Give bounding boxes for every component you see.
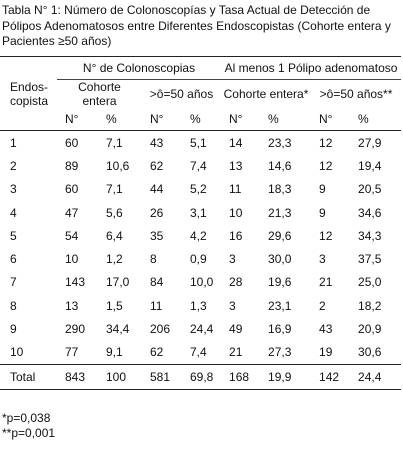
- table-cell: 2: [319, 298, 326, 313]
- row-endoscopista: 4: [10, 205, 17, 220]
- row-endoscopista: 1: [10, 135, 17, 150]
- table-cell: 5,6: [106, 205, 123, 220]
- table-cell: 19,4: [358, 158, 382, 173]
- table-cell: 8: [150, 252, 157, 267]
- header-n: N°: [221, 108, 260, 131]
- table-row: [0, 271, 401, 294]
- endoscopy-table: [0, 56, 401, 390]
- table-cell: 62: [150, 345, 164, 360]
- total-cell: 69,8: [182, 364, 221, 389]
- table-cell: 10,0: [190, 275, 214, 290]
- total-cell: 168: [221, 364, 260, 389]
- table-cell: 23,1: [268, 298, 292, 313]
- header-group-polipo: Al menos 1 Pólipo adenomatoso: [221, 57, 401, 80]
- header-pct: %: [260, 108, 311, 131]
- total-cell: 142: [311, 364, 350, 389]
- table-cell: 20,9: [358, 322, 382, 337]
- table-cell: 27,9: [358, 135, 382, 150]
- header-pct: %: [98, 108, 142, 131]
- table-caption: Tabla N° 1: Número de Colonoscopías y Tasa Actual de Detección de Pólipos Adenomatosos entre Diferentes Endoscopistas (Cohorte entera y Pacientes ≥50 años): [2, 3, 391, 48]
- table-cell: 34,6: [358, 205, 382, 220]
- table-cell: 54: [65, 228, 79, 243]
- table-cell: 60: [65, 182, 79, 197]
- table-cell: 12: [319, 135, 333, 150]
- row-endoscopista: 8: [10, 298, 17, 313]
- table-cell: 16: [229, 228, 243, 243]
- table-cell: 25,0: [358, 275, 382, 290]
- table-cell: 89: [65, 158, 79, 173]
- header-cohorte-entera-star: Cohorte entera*: [223, 87, 309, 101]
- header-age50-star: >ô=50 años**: [319, 87, 393, 101]
- table-cell: 30,6: [358, 345, 382, 360]
- table-cell: 84: [150, 275, 164, 290]
- table-cell: 1,2: [106, 252, 123, 267]
- table-cell: 47: [65, 205, 79, 220]
- header-row-groups: [0, 57, 401, 80]
- table-cell: 7,4: [190, 158, 207, 173]
- table-cell: 3: [229, 298, 236, 313]
- table-row: [0, 247, 401, 270]
- header-group-colonoscopias: N° de Colonoscopias: [57, 57, 221, 80]
- table-row: [0, 131, 401, 155]
- table-cell: 34,3: [358, 228, 382, 243]
- table-cell: 13: [65, 298, 79, 313]
- total-label: Total: [0, 364, 57, 389]
- table-cell: 3,1: [190, 205, 207, 220]
- table-cell: 5,2: [190, 182, 207, 197]
- table-cell: 18,3: [268, 182, 292, 197]
- table-cell: 10: [229, 205, 243, 220]
- table-cell: 49: [229, 322, 243, 337]
- table-cell: 10: [65, 252, 79, 267]
- table-cell: 7,1: [106, 135, 123, 150]
- table-cell: 17,0: [106, 275, 130, 290]
- table-cell: 20,5: [358, 182, 382, 197]
- table-row: [0, 154, 401, 177]
- row-endoscopista: 2: [10, 158, 17, 173]
- table-cell: 24,4: [190, 322, 214, 337]
- table-cell: 14,6: [268, 158, 292, 173]
- header-age50: >ô=50 años: [149, 87, 214, 101]
- table-cell: 12: [319, 158, 333, 173]
- table-cell: 16,9: [268, 322, 292, 337]
- row-endoscopista: 7: [10, 275, 17, 290]
- table-cell: 11: [229, 182, 242, 197]
- table-cell: 12: [319, 228, 333, 243]
- row-endoscopista: 5: [10, 228, 17, 243]
- table-cell: 9: [319, 205, 326, 220]
- table-cell: 9: [319, 182, 326, 197]
- table-cell: 11: [150, 298, 163, 313]
- total-cell: 24,4: [350, 364, 401, 389]
- table-cell: 21: [229, 345, 243, 360]
- total-cell: 843: [57, 364, 98, 389]
- table-cell: 4,2: [190, 228, 207, 243]
- table-cell: 37,5: [358, 252, 382, 267]
- header-row-subgroups: [0, 80, 401, 109]
- table-cell: 60: [65, 135, 79, 150]
- table-cell: 1,5: [106, 298, 123, 313]
- table-row: [0, 294, 401, 317]
- table-cell: 43: [150, 135, 164, 150]
- table-cell: 0,9: [190, 252, 207, 267]
- table-cell: 10,6: [106, 158, 130, 173]
- table-cell: 206: [150, 322, 171, 337]
- table-cell: 35: [150, 228, 164, 243]
- row-endoscopista: 6: [10, 252, 17, 267]
- row-endoscopista: 10: [10, 345, 24, 360]
- table-row: [0, 341, 401, 365]
- table-cell: 77: [65, 345, 79, 360]
- table-cell: 290: [65, 322, 86, 337]
- footnote-1: *p=0,038: [2, 411, 51, 425]
- table-cell: 29,6: [268, 228, 292, 243]
- table-cell: 18,2: [358, 298, 382, 313]
- table-cell: 5,1: [190, 135, 207, 150]
- row-endoscopista: 3: [10, 182, 17, 197]
- table-cell: 43: [319, 322, 333, 337]
- table-cell: 6,4: [106, 228, 123, 243]
- total-row: [0, 364, 401, 389]
- table-row: [0, 224, 401, 247]
- table-cell: 7,1: [106, 182, 123, 197]
- total-cell: 100: [98, 364, 142, 389]
- table-cell: 21: [319, 275, 333, 290]
- header-endoscopista: Endos- copista: [0, 57, 57, 131]
- table-cell: 28: [229, 275, 243, 290]
- table-cell: 27,3: [268, 345, 292, 360]
- table-cell: 7,4: [190, 345, 207, 360]
- table-row: [0, 201, 401, 224]
- table-cell: 44: [150, 182, 164, 197]
- table-cell: 30,0: [268, 252, 292, 267]
- total-cell: 19,9: [260, 364, 311, 389]
- table-row: [0, 178, 401, 201]
- table-cell: 3: [229, 252, 236, 267]
- table-cell: 34,4: [106, 322, 130, 337]
- table-cell: 143: [65, 275, 86, 290]
- row-endoscopista: 9: [10, 322, 17, 337]
- total-cell: 581: [142, 364, 182, 389]
- header-n: N°: [57, 108, 98, 131]
- table-row: [0, 317, 401, 340]
- footnote-2: **p=0,001: [2, 426, 56, 440]
- table-cell: 21,3: [268, 205, 292, 220]
- header-pct: %: [182, 108, 221, 131]
- footnotes: [2, 411, 55, 441]
- table-cell: 1,3: [190, 298, 207, 313]
- table-cell: 3: [319, 252, 326, 267]
- table-cell: 19: [319, 345, 333, 360]
- table-cell: 62: [150, 158, 164, 173]
- header-row-units: [0, 108, 401, 131]
- header-n: N°: [311, 108, 350, 131]
- table-cell: 13: [229, 158, 243, 173]
- table-cell: 23,3: [268, 135, 292, 150]
- table-cell: 26: [150, 205, 164, 220]
- header-cohorte-entera: Cohorte entera: [78, 80, 121, 108]
- table-cell: 9,1: [106, 345, 123, 360]
- table-cell: 14: [229, 135, 243, 150]
- header-n: N°: [142, 108, 182, 131]
- table-cell: 19,6: [268, 275, 292, 290]
- header-pct: %: [350, 108, 401, 131]
